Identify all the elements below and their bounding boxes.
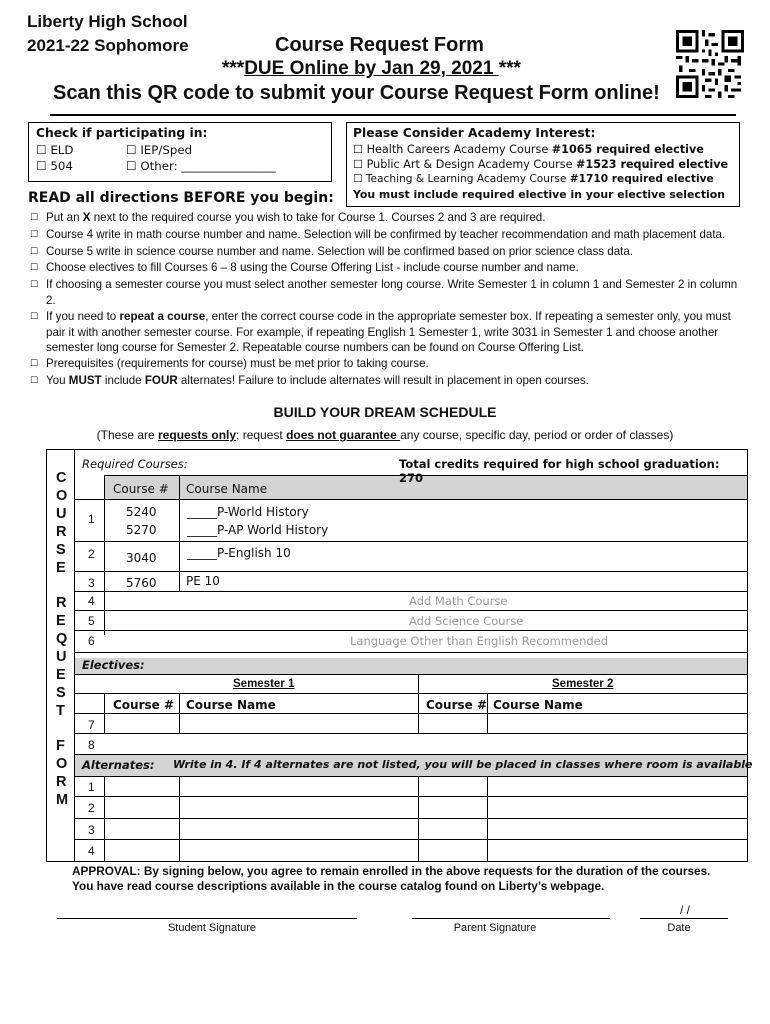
row-number: 5	[88, 614, 95, 628]
direction-text: Choose electives to fill Courses 6 – 8 using the Course Offering List - include course number and name.	[46, 261, 579, 275]
alternates-label: Alternates:	[82, 758, 155, 772]
schedule-title: BUILD YOUR DREAM SCHEDULE	[273, 404, 497, 420]
grid-line	[179, 475, 180, 591]
course-request-grid	[74, 449, 753, 862]
course-number-header: Course #	[426, 698, 488, 712]
direction-text: alternates! Failure to include alternates will result in placement in open courses.	[177, 373, 589, 387]
direction-text: include	[101, 373, 145, 387]
vertical-letter: F	[56, 738, 65, 754]
direction-checkbox[interactable]: ☐	[30, 229, 39, 240]
vertical-letter: E	[56, 613, 66, 629]
note-text: ; request	[236, 428, 287, 442]
course-code: 5240	[126, 505, 157, 519]
approval-statement: APPROVAL: By signing below, you agree to remain enrolled in the above requests for the duration of the courses. You have read course descriptions available in the course catalog found on Liberty’s webpage.	[72, 864, 711, 893]
row-number: 2	[88, 547, 95, 561]
total-credits-label: Total credits required for high school graduation: 270	[399, 457, 720, 485]
vertical-letter: U	[56, 506, 67, 522]
row-number: 2	[88, 801, 95, 815]
academy-note: You must include required elective in your elective selection	[353, 188, 726, 201]
course-name-header: Course Name	[186, 698, 276, 712]
vertical-letter: R	[56, 774, 67, 790]
direction-text: , enter the correct course code in the appropriate semester box. If repeating a semester only, you must pair it with another semester course. For example, if repeating English 1 Semester 1, write 3031 in Semester 1 and choose another semester long course for Semester 2. Repeatable course numbers can be found on Course Offering List.	[46, 309, 731, 355]
course-code: 3040	[126, 551, 157, 565]
vertical-letter: O	[56, 488, 68, 504]
grid-line	[75, 776, 747, 777]
electives-header-band	[75, 658, 747, 674]
row-number: 8	[88, 738, 95, 752]
direction-checkbox[interactable]: ☐	[30, 311, 39, 322]
row-number: 4	[88, 594, 95, 608]
participation-panel	[28, 122, 332, 182]
academy-health-course: #1065 required elective	[551, 143, 704, 156]
direction-bold: MUST	[68, 373, 102, 387]
note-emphasis: does not guarantee	[286, 428, 401, 442]
grid-line	[75, 652, 747, 653]
direction-text: Put an	[46, 211, 83, 224]
grid-line	[75, 591, 747, 592]
course-name-header: Course Name	[493, 698, 583, 712]
direction-text: You	[46, 373, 69, 387]
vertical-letter: U	[56, 649, 67, 665]
row-number: 4	[88, 844, 95, 858]
schedule-disclaimer	[0, 428, 770, 442]
due-suffix: ***	[498, 58, 521, 79]
grid-line	[75, 571, 747, 572]
grid-line	[75, 754, 747, 755]
science-course-input[interactable]: Add Science Course	[409, 614, 524, 628]
row-number: 7	[88, 718, 95, 732]
date-slashes: / /	[679, 903, 690, 917]
course-option-english-10[interactable]: _____P-English 10	[187, 546, 291, 560]
vertical-letter: R	[56, 524, 67, 540]
vertical-letter: R	[56, 595, 67, 611]
checkbox-iep-sped[interactable]: ☐ IEP/Sped	[126, 143, 193, 157]
direction-checkbox[interactable]: ☐	[30, 263, 39, 274]
course-number-header: Course #	[113, 698, 175, 712]
academy-art-course: #1523 required elective	[576, 158, 729, 171]
grid-line	[75, 630, 747, 631]
due-text: DUE Online by Jan 29, 2021	[244, 58, 499, 79]
vertical-course-request-form-label	[46, 449, 75, 862]
grid-line	[418, 674, 419, 733]
date-line[interactable]	[640, 918, 728, 919]
grid-line	[179, 776, 180, 861]
semester-2-header: Semester 2	[552, 678, 614, 690]
grid-line	[104, 776, 105, 861]
participation-title: Check if participating in:	[36, 126, 208, 140]
vertical-letter: O	[56, 756, 68, 772]
checkbox-other[interactable]: ☐ Other: ________________	[126, 159, 276, 173]
vertical-letter: M	[56, 792, 69, 808]
grid-line	[75, 541, 747, 542]
course-name: PE 10	[186, 574, 220, 588]
academy-teaching-course: #1710 required elective	[569, 173, 714, 185]
grid-line	[104, 693, 105, 733]
row-number: 3	[88, 823, 95, 837]
grid-line	[75, 839, 747, 840]
direction-item	[30, 260, 750, 277]
checkbox-504[interactable]: ☐ 504	[36, 159, 73, 173]
student-signature-label: Student Signature	[167, 922, 257, 934]
direction-text: If choosing a semester course you must select another semester long course. Write Semester 1 in column 1 and Semester 2 in column 2.	[46, 278, 738, 307]
direction-item	[30, 356, 750, 373]
direction-item	[30, 309, 750, 356]
electives-label: Electives:	[82, 658, 145, 672]
direction-bold: FOUR	[144, 373, 178, 387]
date-label: Date	[667, 922, 691, 934]
course-code: 5760	[126, 576, 157, 590]
directions-list	[30, 210, 750, 390]
vertical-letter: C	[56, 470, 67, 486]
grid-line	[75, 499, 747, 500]
form-title: Course Request Form	[275, 34, 484, 56]
direction-bold: X	[82, 211, 91, 224]
checkbox-eld[interactable]: ☐ ELD	[36, 143, 74, 157]
semester-1-header: Semester 1	[233, 678, 295, 690]
student-signature-line[interactable]	[57, 918, 357, 919]
direction-item	[30, 277, 750, 309]
direction-item	[30, 210, 750, 227]
grid-line	[75, 796, 747, 797]
academy-health-prefix: ☐ Health Careers Academy Course	[353, 143, 552, 156]
grid-line	[104, 475, 105, 635]
grid-line	[75, 693, 747, 694]
vertical-letter: Q	[56, 631, 68, 647]
grid-line	[487, 693, 488, 733]
row-number: 6	[88, 634, 95, 648]
qr-code-icon[interactable]	[676, 28, 744, 100]
scan-instruction: Scan this QR code to submit your Course Request Form online!	[53, 82, 660, 104]
parent-signature-label: Parent Signature	[453, 922, 537, 934]
academy-teaching-prefix: ☐ Teaching & Learning Academy Course	[353, 173, 570, 185]
grid-line	[75, 713, 747, 714]
parent-signature-line[interactable]	[412, 918, 610, 919]
language-course-input[interactable]: Language Other than English Recommended	[350, 634, 609, 648]
course-option-world-history[interactable]: _____P-World History	[187, 505, 309, 519]
direction-item	[30, 227, 750, 244]
grid-line	[75, 610, 747, 611]
academy-art-prefix: ☐ Public Art & Design Academy Course	[353, 158, 577, 171]
grid-line	[75, 733, 747, 734]
vertical-letter: E	[56, 560, 66, 576]
course-code: 5270	[126, 523, 157, 537]
direction-bold: repeat a course	[119, 309, 206, 323]
direction-text: Prerequisites (requirements for course) must be met prior to taking course.	[46, 357, 429, 371]
math-course-input[interactable]: Add Math Course	[409, 594, 508, 608]
due-prefix: ***	[222, 58, 245, 79]
grid-line	[75, 818, 747, 819]
alternates-note: Write in 4. If 4 alternates are not listed, you will be placed in classes where room is available	[173, 758, 753, 771]
direction-text: Course 4 write in math course number and name. Selection will be confirmed by teacher recommendation and math placement data.	[46, 227, 726, 241]
direction-text: If you need to	[46, 309, 120, 323]
direction-item	[30, 244, 750, 261]
grade-label: 2021-22 Sophomore	[27, 36, 189, 55]
direction-text: next to the required course you wish to take for Course 1. Courses 2 and 3 are required.	[90, 211, 546, 224]
required-courses-label: Required Courses:	[82, 457, 188, 471]
directions-title: READ all directions BEFORE you begin:	[28, 190, 334, 206]
grid-line	[487, 776, 488, 861]
academy-title: Please Consider Academy Interest:	[353, 126, 596, 140]
direction-text: Course 5 write in science course number and name. Selection will be confirmed based on prior science class data.	[46, 244, 634, 258]
direction-checkbox[interactable]: ☐	[30, 359, 39, 370]
vertical-letter: S	[56, 685, 66, 701]
direction-checkbox[interactable]: ☐	[30, 375, 39, 386]
header-divider	[50, 114, 736, 116]
course-number-header: Course #	[113, 482, 169, 496]
direction-checkbox[interactable]: ☐	[30, 213, 39, 223]
course-name-header: Course Name	[186, 482, 268, 496]
academy-teaching[interactable]	[353, 173, 714, 185]
school-name: Liberty High School	[27, 12, 188, 31]
direction-item	[30, 373, 750, 390]
direction-checkbox[interactable]: ☐	[30, 246, 39, 257]
note-emphasis: requests only	[158, 428, 237, 442]
direction-checkbox[interactable]: ☐	[30, 280, 39, 291]
row-number: 3	[88, 576, 95, 590]
academy-public-art[interactable]	[353, 158, 728, 171]
row-number: 1	[88, 512, 95, 526]
grid-line	[418, 776, 419, 861]
course-option-ap-world-history[interactable]: _____P-AP World History	[187, 523, 329, 537]
row-number: 1	[88, 780, 95, 794]
note-text: (These are	[96, 428, 159, 442]
due-date	[222, 58, 521, 80]
grid-line	[179, 693, 180, 733]
academy-panel	[346, 122, 740, 207]
vertical-letter: S	[56, 542, 66, 558]
grid-line	[75, 674, 747, 675]
vertical-letter: E	[56, 667, 66, 683]
academy-health-careers[interactable]	[353, 143, 704, 156]
vertical-letter: T	[56, 703, 65, 719]
note-text: any course, specific day, period or order of classes)	[400, 428, 674, 442]
